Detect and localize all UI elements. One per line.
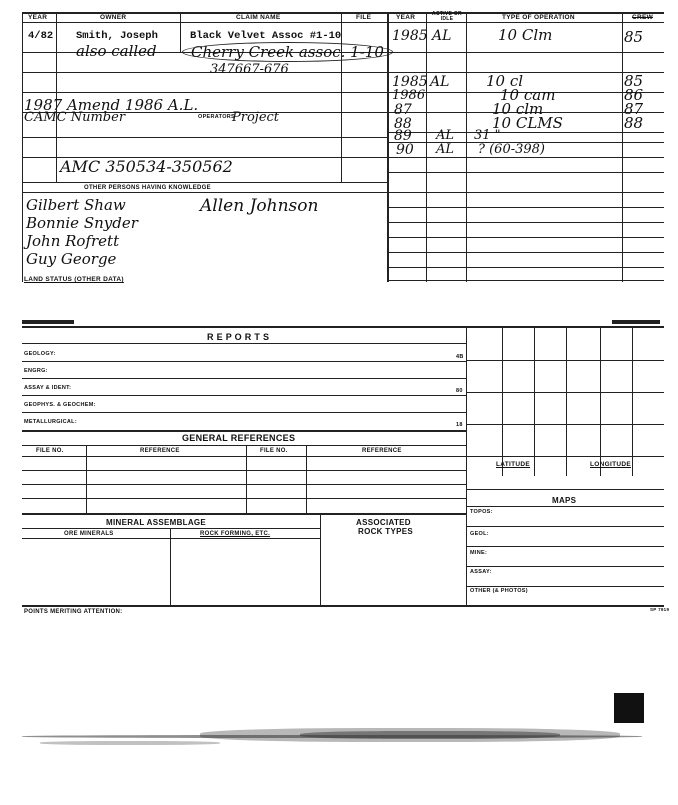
rock-types-label: ROCK TYPES bbox=[358, 527, 414, 536]
r1-type: 10 Clm bbox=[498, 26, 553, 44]
r7-type: ? (60-398) bbox=[478, 142, 545, 157]
r2-crew: 85 bbox=[624, 72, 644, 90]
rock-forming-label: ROCK FORMING, ETC. bbox=[200, 531, 271, 537]
hand-project: Project bbox=[232, 110, 280, 125]
row1-claim: Black Velvet Assoc #1-10 bbox=[190, 30, 342, 42]
hand-amend: 1987 Amend 1986 A.L. bbox=[24, 96, 199, 114]
row1-owner: Smith, Joseph bbox=[76, 30, 158, 42]
r2-type: 10 cl bbox=[486, 72, 524, 90]
reports-title: R E P O R T S bbox=[207, 332, 270, 342]
form-number: SP 7919 bbox=[650, 607, 670, 612]
other-persons-label: OTHER PERSONS HAVING KNOWLEDGE bbox=[84, 185, 211, 191]
report-geophys: GEOPHYS. & GEOCHEM: bbox=[24, 402, 96, 408]
r5-year: 88 bbox=[394, 116, 412, 132]
maps-other: OTHER (& PHOTOS) bbox=[470, 588, 528, 594]
report-metallurgical-num: 18 bbox=[456, 422, 463, 428]
gr-reference-2: REFERENCE bbox=[362, 448, 402, 454]
person-3: John Rofrett bbox=[26, 232, 120, 250]
gr-reference-1: REFERENCE bbox=[140, 448, 180, 454]
r4-year: 87 bbox=[394, 102, 412, 118]
hand-amc: AMC 350534-350562 bbox=[60, 157, 233, 176]
r3-crew: 86 bbox=[624, 86, 644, 104]
report-geology-num: 4B bbox=[456, 354, 464, 360]
maps-topos: TOPOS: bbox=[470, 509, 493, 515]
general-references-title: GENERAL REFERENCES bbox=[182, 433, 296, 443]
hand-also-called: also called bbox=[76, 42, 157, 60]
r6-year: 89 bbox=[394, 128, 412, 144]
report-assay: ASSAY & IDENT: bbox=[24, 385, 72, 391]
header-crew: CREW bbox=[632, 14, 654, 21]
mineral-assemblage-title: MINERAL ASSEMBLAGE bbox=[106, 518, 207, 527]
associated-label: ASSOCIATED bbox=[356, 518, 411, 527]
r7-status: AL bbox=[436, 142, 455, 157]
r4-crew: 87 bbox=[624, 100, 644, 118]
header-year: YEAR bbox=[28, 14, 48, 21]
r7-year: 90 bbox=[396, 142, 414, 158]
r3-type: 10 cam bbox=[500, 86, 556, 104]
person-1: Gilbert Shaw bbox=[26, 196, 126, 214]
r6-status: AL bbox=[436, 128, 455, 143]
r2-status: AL bbox=[430, 74, 450, 90]
r3-year: 1986 bbox=[392, 88, 426, 103]
report-geology: GEOLOGY: bbox=[24, 351, 56, 357]
hand-camc: CAMC Number bbox=[24, 110, 126, 125]
r5-crew: 88 bbox=[624, 114, 644, 132]
r6-type: 31 " bbox=[474, 128, 501, 143]
report-engrg: ENGRG: bbox=[24, 368, 48, 374]
ore-minerals-label: ORE MINERALS bbox=[64, 531, 114, 537]
r1-crew: 85 bbox=[624, 28, 644, 46]
hand-number-1: 347667-676 bbox=[210, 62, 289, 77]
r4-type: 10 clm bbox=[492, 100, 544, 118]
operators-label: OPERATORS bbox=[198, 114, 236, 120]
header-year-2: YEAR bbox=[396, 14, 416, 21]
header-claim-name: CLAIM NAME bbox=[236, 14, 281, 21]
header-type-of-operation: TYPE OF OPERATION bbox=[502, 14, 575, 21]
person-2: Bonnie Snyder bbox=[26, 214, 138, 232]
land-status-label: LAND STATUS (OTHER DATA) bbox=[24, 276, 124, 283]
gr-file-no-2: FILE NO. bbox=[260, 448, 288, 454]
gr-file-no-1: FILE NO. bbox=[36, 448, 64, 454]
header-owner: OWNER bbox=[100, 14, 127, 21]
maps-geol: GEOL: bbox=[470, 531, 489, 537]
maps-title: MAPS bbox=[552, 496, 577, 505]
latitude-label: LATITUDE bbox=[496, 461, 531, 468]
longitude-label: LONGITUDE bbox=[590, 461, 631, 468]
report-assay-num: 80 bbox=[456, 388, 463, 394]
maps-mine: MINE: bbox=[470, 550, 488, 556]
r1-status: AL bbox=[432, 28, 452, 44]
header-active-idle: ACTIVE OR IDLE bbox=[432, 11, 462, 22]
person-5: Allen Johnson bbox=[200, 196, 319, 216]
maps-assay: ASSAY: bbox=[470, 569, 492, 575]
row1-year: 4/82 bbox=[28, 30, 54, 42]
r1-year: 1985 bbox=[392, 28, 428, 44]
report-metallurgical: METALLURGICAL: bbox=[24, 419, 77, 425]
header-file: FILE bbox=[356, 14, 372, 21]
person-4: Guy George bbox=[26, 250, 117, 268]
r5-type: 10 CLMS bbox=[492, 114, 563, 132]
points-meriting-attention-label: POINTS MERITING ATTENTION: bbox=[24, 609, 123, 615]
hand-cherry-creek: Cherry Creek assoc. 1-10 bbox=[182, 42, 393, 62]
r2-year: 1985 bbox=[392, 74, 428, 90]
